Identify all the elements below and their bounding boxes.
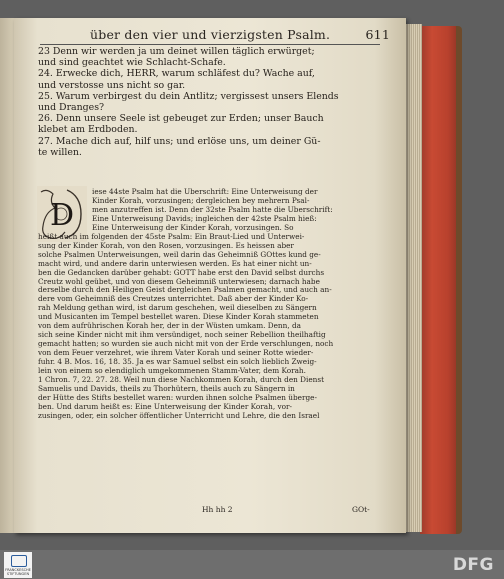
- commentary-line: iese 44ste Psalm hat die Uberschrift: Eine Unterweisung der: [92, 188, 318, 196]
- page-number: 611: [365, 27, 390, 42]
- commentary-line: Eine Unterweisung Davids; ingleichen der 42ste Psalm hieß:: [92, 214, 317, 223]
- institution-logo-icon: [11, 555, 27, 567]
- running-header: [90, 27, 390, 45]
- commentary-line: sich seine Kinder nicht mit ihm versündiget, noch seiner Rebellion theilhaftig: [38, 331, 326, 340]
- commentary-line: von dem aufrührischen Korah her, der in der Wüsten umkam. Denn, da: [38, 322, 301, 331]
- commentary-line: von dem Feuer verzehret, wie ihrem Vater Korah und seiner Rotte wieder-: [38, 349, 314, 358]
- verse-line: und Dranges?: [38, 102, 105, 114]
- verse-line: und sind geachtet wie Schlacht-Schafe.: [38, 57, 226, 69]
- commentary-line: heißt auch im folgenden der 45ste Psalm: Ein Braut-Lied und Unterwei-: [38, 232, 305, 241]
- verse-line: 25. Warum verbirgest du dein Antlitz; vergissest unsers Elends: [38, 90, 339, 102]
- commentary-line: Creutz wohl geübet, und von diesem Geheimniß unterwiesen; darnach habe: [38, 277, 320, 286]
- commentary-text: [38, 188, 384, 421]
- commentary-line: Kinder Korah, vorzusingen; dergleichen bey mehrern Psal-: [92, 196, 310, 205]
- signature-mark: Hh hh 2: [202, 505, 233, 514]
- commentary-line: gemacht hatten; so wurden sie auch nicht mit von der Erde verschlungen, noch: [38, 340, 334, 349]
- commentary-line: Eine Unterweisung der Kinder Korah, vorzusingen. So: [92, 223, 294, 232]
- psalm-verses: [38, 46, 384, 158]
- initial-glyph: D: [49, 198, 75, 233]
- verse-line: 24. Erwecke dich, HERR, warum schläfest du? Wache auf,: [38, 68, 315, 80]
- commentary-line: macht wird, und andere darin unterwiesen werden. Es hat einer nicht un-: [38, 259, 312, 268]
- verse-line: und verstosse uns nicht so gar.: [38, 79, 186, 91]
- verse-line: 23 Denn wir werden ja um deinet willen täglich erwürget;: [38, 46, 315, 57]
- commentary-line: dere vom Geheimniß des Creutzes unterrichtet. Daß aber der Kinder Ko-: [38, 295, 309, 304]
- running-title: über den vier und vierzigsten Psalm.: [90, 27, 331, 42]
- commentary-line: 1 Chron. 7, 22. 27. 28. Weil nun diese Nachkommen Korah, durch den Dienst: [38, 376, 325, 385]
- cover-spine-edge: [456, 26, 462, 534]
- commentary-line: men anzutreffen ist. Denn der 32ste Psalm hatte die Uberschrift:: [92, 205, 333, 214]
- institution-logo-text: FRANCKESCHE STIFTUNGEN: [5, 568, 31, 576]
- book-cover: [420, 26, 460, 534]
- commentary-line: ben die Gedancken darüber gehabt: GOTT habe erst den David selbst durchs: [38, 268, 325, 277]
- verse-line: klebet am Erdboden.: [38, 124, 138, 136]
- viewer-footer: [0, 550, 504, 579]
- header-rule: [40, 44, 380, 45]
- catchword: GOt-: [352, 505, 370, 514]
- verse-line: 26. Denn unsere Seele ist gebeuget zur Erden; unser Bauch: [38, 113, 324, 125]
- commentary-line: fuhr. 4 B. Mos. 16, 18. 35. Ja es war Samuel selbst ein solch lieblich Zweig-: [38, 358, 317, 367]
- verse-line: te willen.: [38, 146, 82, 158]
- page-block-edge: [404, 24, 422, 532]
- dfg-logo[interactable]: DFG: [452, 555, 494, 575]
- commentary-line: derselbe durch den Heiligen Geist dergleichen Psalmen gemacht, und auch an-: [38, 286, 332, 295]
- commentary-line: sung der Kinder Korah, von den Rosen, vorzusingen. Es heissen aber: [38, 241, 294, 250]
- commentary-line: lein von einem so elendiglich umgekommenen Stamm-Vater, dem Korah.: [38, 367, 306, 376]
- commentary-line: zusingen, oder, ein solcher öffentlicher Unterricht und Lehre, die den Israel: [38, 411, 320, 420]
- verse-line: 27. Mache dich auf, hilf uns; und erlöse uns, um deiner Gü-: [38, 135, 321, 147]
- commentary-line: rah Meldung gethan wird, ist darum geschehen, weil dieselben zu Sängern: [38, 304, 317, 313]
- institution-logo[interactable]: [4, 552, 32, 578]
- commentary-line: Samuelis und Davids, theils zu Thorhütern, theils auch zu Sängern in: [38, 384, 295, 393]
- commentary-line: solche Psalmen Unterweisungen, weil darin das Geheimniß GOttes kund ge-: [38, 250, 321, 259]
- commentary-line: und Musicanten im Tempel bestellet waren. Diese Kinder Korah stammeten: [38, 313, 319, 322]
- commentary-line: ben. Und darum heißt es: Eine Unterweisung der Kinder Korah, vor-: [38, 402, 292, 411]
- commentary-line: der Hütte des Stifts bestellet waren: wurden ihnen solche Psalmen überge-: [38, 393, 317, 402]
